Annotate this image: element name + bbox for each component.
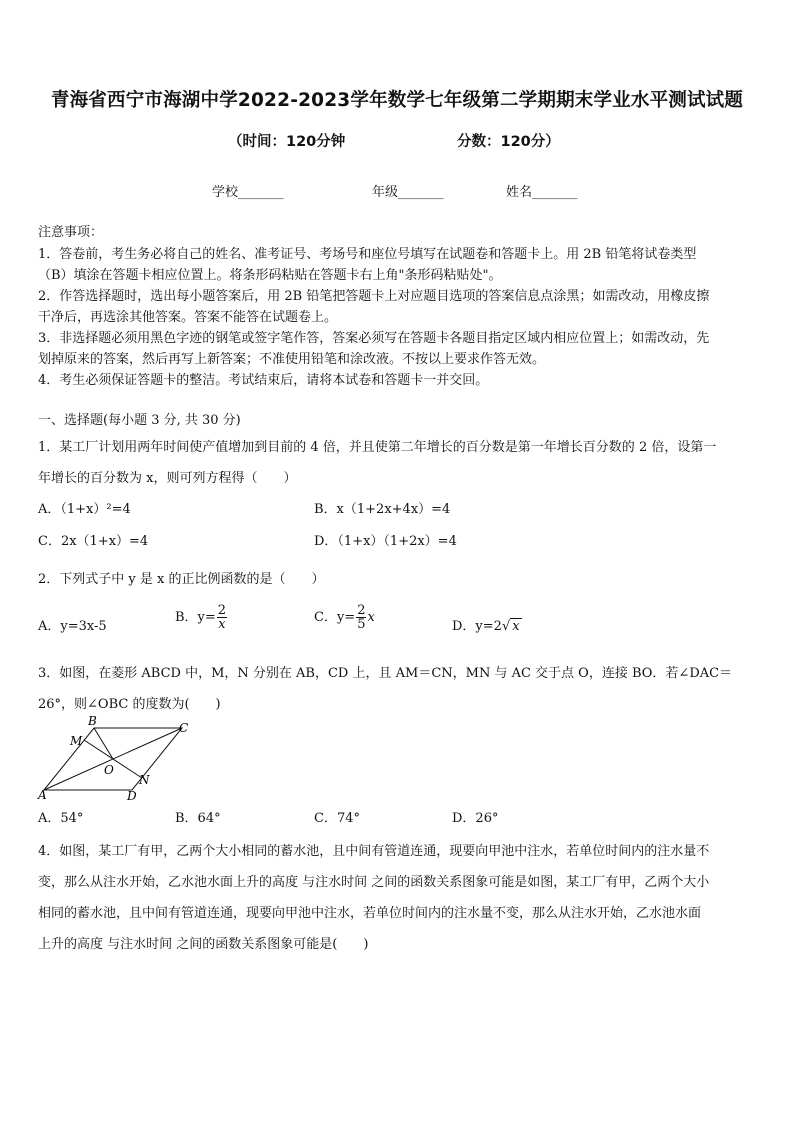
q2-b-fraction xyxy=(217,604,227,631)
q3-option-c: C．74° xyxy=(314,811,360,826)
notice-item-4: 4．考生必须保证答题卡的整洁。考试结束后，请将本试卷和答题卡一并交回。 xyxy=(38,373,489,388)
exam-title: 青海省西宁市海湖中学2022-2023学年数学七年级第二学期期末学业水平测试试题 xyxy=(50,90,744,111)
notice-item-2a: 2．作答选择题时，选出每小题答案后，用 2B 铅笔把答题卡上对应题目选项的答案信息点涂黑；如需改动，用橡皮擦 xyxy=(38,289,710,304)
q4-stem-line3: 相同的蓄水池，且中间有管道连通，现要向甲池中注水，若单位时间内的注水量不变，那么从注水开始，乙水池水面 xyxy=(38,906,702,921)
q1-option-b: B．x（1+2x+4x）=4 xyxy=(314,502,451,517)
notice-item-3a: 3．非选择题必须用黑色字迹的钢笔或签字笔作答，答案必须写在答题卡各题目指定区域内相应位置上；如需改动，先 xyxy=(38,331,710,346)
q2-c-prefix: C．y= xyxy=(314,610,356,625)
segment-bo xyxy=(94,728,113,759)
q1-option-a: A．（1+x）²=4 xyxy=(38,502,131,517)
q2-d-sqrt: √ x xyxy=(501,619,520,634)
name-field: 姓名_______ xyxy=(506,185,578,200)
q3-stem-line2: 26°，则∠OBC 的度数为( ) xyxy=(38,697,221,712)
q2-b-numerator: 2 xyxy=(217,603,227,618)
q2-option-d xyxy=(452,615,522,634)
q3-option-a: A．54° xyxy=(38,811,84,826)
q4-stem-line4: 上升的高度 与注水时间 之间的函数关系图象可能是( ) xyxy=(38,937,369,952)
q2-stem: 2．下列式子中 y 是 x 的正比例函数的是（ ） xyxy=(38,572,325,587)
label-c: C xyxy=(179,721,189,735)
notice-item-1b: （B）填涂在答题卡相应位置上。将条形码粘贴在答题卡右上角"条形码粘贴处"。 xyxy=(38,268,502,283)
label-o: O xyxy=(104,763,114,777)
q1-stem-line2: 年增长的百分数为 x，则可列方程得（ ） xyxy=(38,471,297,486)
q3-option-d: D．26° xyxy=(452,811,499,826)
q2-c-denominator: 5 xyxy=(357,617,366,632)
exam-time: （时间：120分钟 xyxy=(228,134,346,150)
q2-option-a: A．y=3x-5 xyxy=(38,619,107,634)
q4-stem-line2: 变，那么从注水开始，乙水池水面上升的高度 与注水时间 之间的函数关系图象可能是如图，某工厂有甲，乙两个大小 xyxy=(38,875,710,890)
q1-option-c: C．2x（1+x）=4 xyxy=(38,534,149,549)
q2-b-denominator: x xyxy=(218,617,226,632)
q2-d-radicand: x xyxy=(512,619,520,634)
q2-d-prefix: D．y=2 xyxy=(452,619,502,634)
label-d: D xyxy=(127,789,137,802)
q2-option-b xyxy=(175,604,228,631)
label-b: B xyxy=(88,714,97,728)
q2-c-variable: x xyxy=(367,610,375,625)
section-heading: 一、选择题(每小题 3 分, 共 30 分) xyxy=(38,413,241,428)
q2-c-fraction xyxy=(356,604,366,631)
q2-c-numerator: 2 xyxy=(357,603,366,618)
label-m: M xyxy=(70,734,83,748)
notice-item-1a: 1．答卷前，考生务必将自己的姓名、准考证号、考场号和座位号填写在试题卷和答题卡上。用 2B 铅笔将试卷类型 xyxy=(38,247,697,262)
notice-heading: 注意事项： xyxy=(38,225,104,240)
rhombus-figure xyxy=(34,712,194,802)
school-field: 学校_______ xyxy=(212,185,284,200)
notice-item-2b: 干净后，再选涂其他答案。答案不能答在试题卷上。 xyxy=(38,310,338,325)
q4-stem-line1: 4．如图，某工厂有甲，乙两个大小相同的蓄水池，且中间有管道连通，现要向甲池中注水，若单位时间内的注水量不 xyxy=(38,844,710,859)
q1-option-d: D．（1+x）（1+2x）=4 xyxy=(314,534,457,549)
q2-option-c xyxy=(314,604,375,631)
q3-option-b: B．64° xyxy=(175,811,221,826)
exam-score: 分数：120分） xyxy=(457,134,560,150)
label-a: A xyxy=(38,788,47,802)
label-n: N xyxy=(139,773,150,787)
grade-field: 年级_______ xyxy=(372,185,444,200)
q1-stem-line1: 1．某工厂计划用两年时间使产值增加到目前的 4 倍，并且使第二年增长的百分数是第一年增长百分数的 2 倍，设第一 xyxy=(38,440,717,455)
notice-item-3b: 划掉原来的答案，然后再写上新答案；不准使用铅笔和涂改液。不按以上要求作答无效。 xyxy=(38,352,546,367)
q3-stem-line1: 3．如图，在菱形 ABCD 中，M，N 分别在 AB，CD 上，且 AM＝CN，MN 与 AC 交于点 O，连接 BO．若∠DAC＝ xyxy=(38,666,733,681)
q2-b-prefix: B．y= xyxy=(175,610,216,625)
